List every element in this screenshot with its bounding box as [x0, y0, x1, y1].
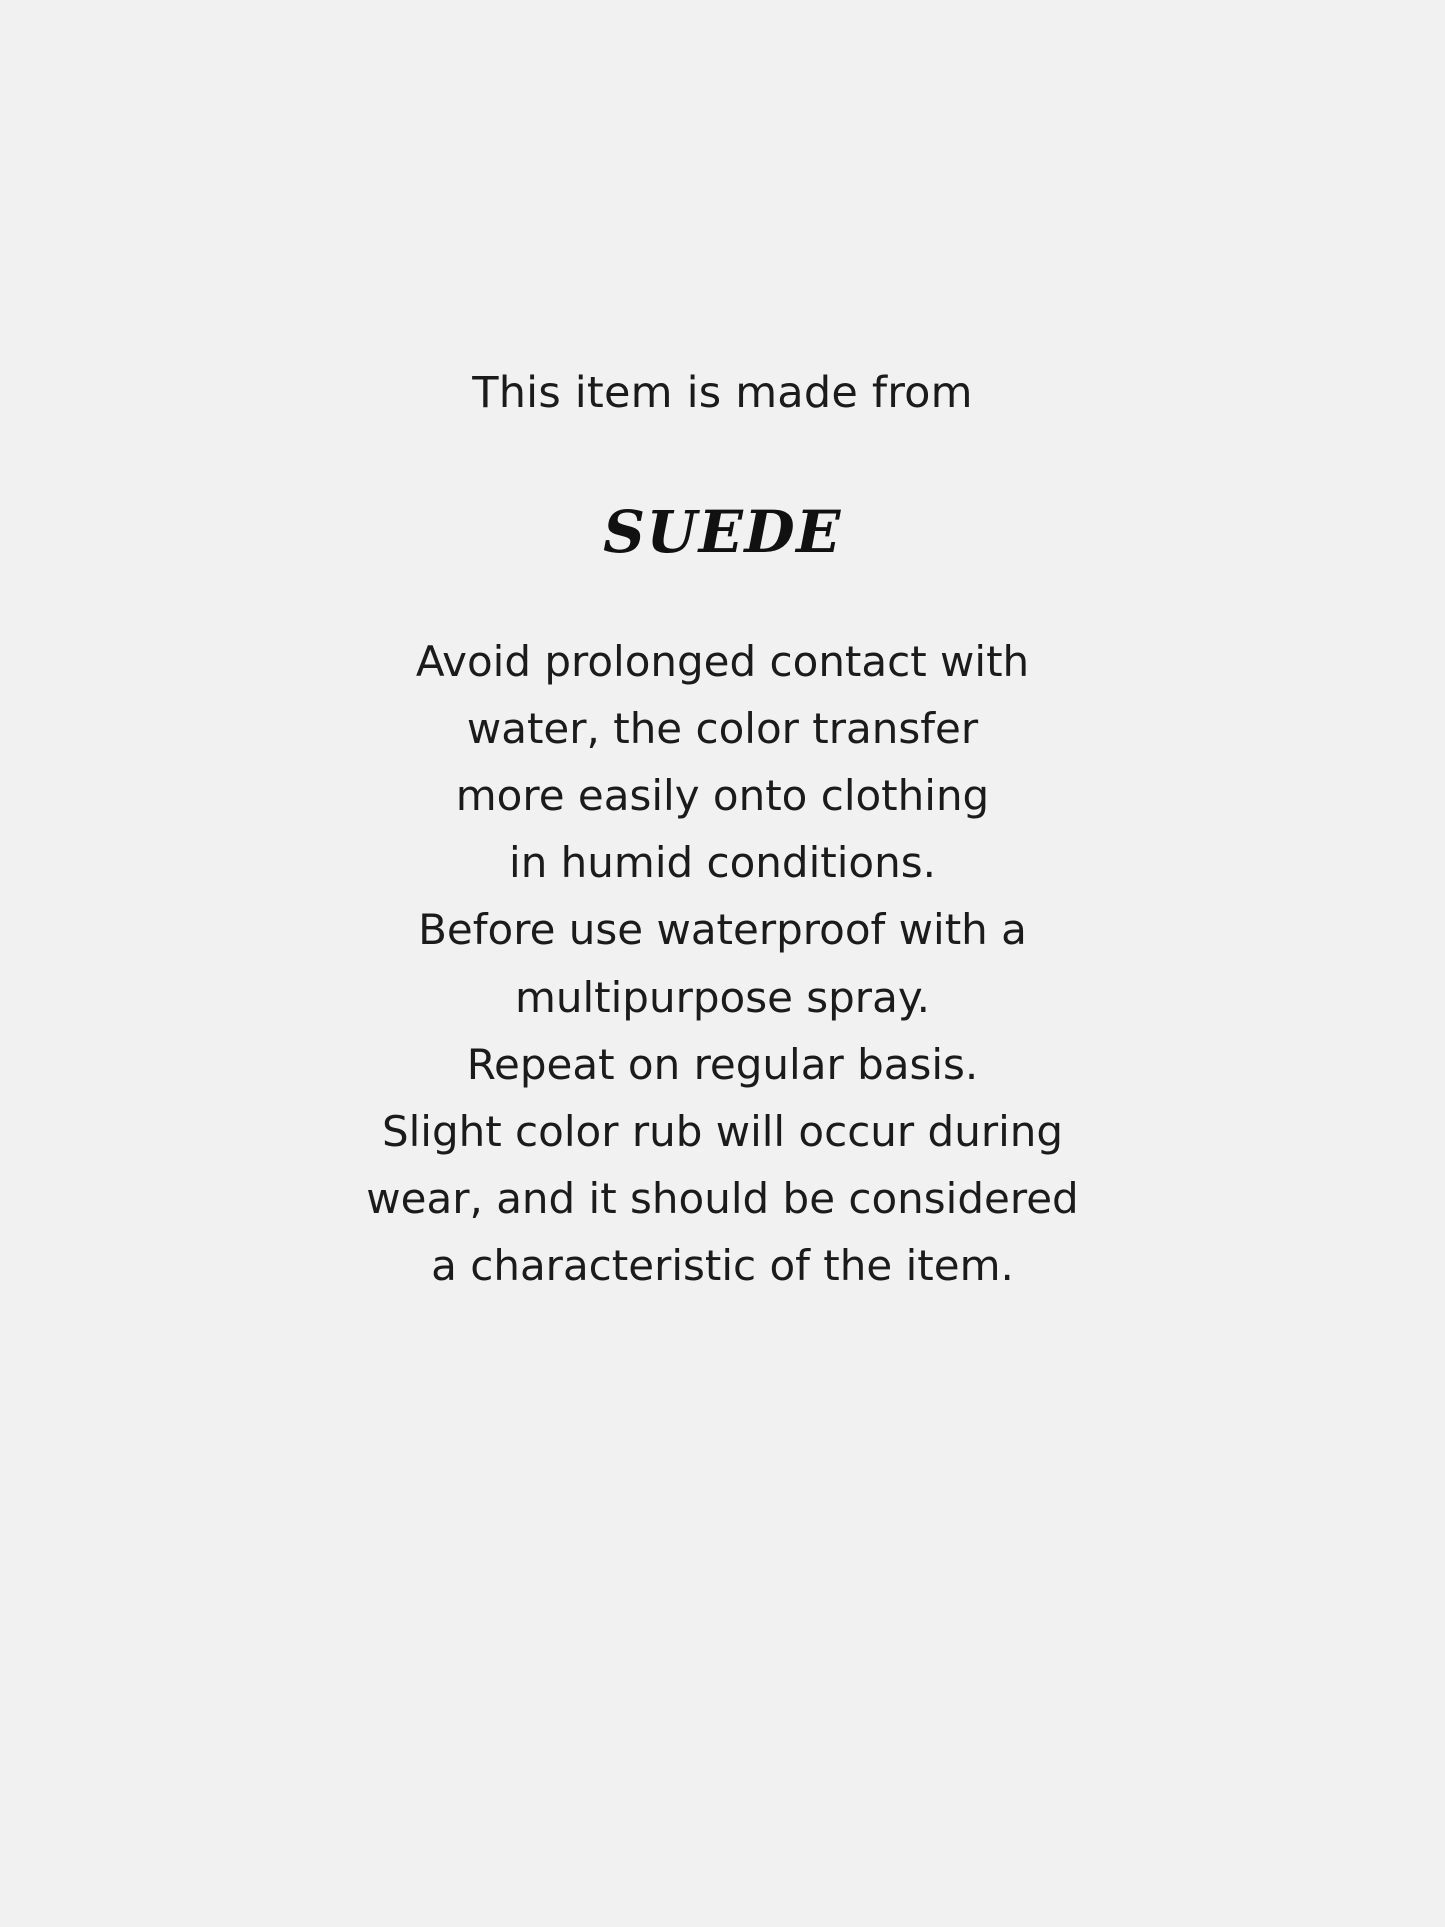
instruction-line: in humid conditions. — [509, 838, 936, 888]
material-name: SUEDE — [603, 497, 842, 566]
instruction-line: wear, and it should be considered — [366, 1174, 1079, 1224]
instruction-line: Before use waterproof with a — [418, 905, 1027, 955]
instruction-line: more easily onto clothing — [455, 770, 990, 820]
instruction-line: a characteristic of the item. — [431, 1241, 1014, 1291]
instruction-line: Slight color rub will occur during — [381, 1106, 1064, 1156]
instruction-line: multipurpose spray. — [514, 972, 931, 1022]
instruction-line: water, the color transfer — [466, 703, 979, 753]
instruction-line: Avoid prolonged contact with — [415, 636, 1030, 686]
intro-text: This item is made from — [472, 368, 973, 418]
care-instructions-text — [223, 566, 1223, 1300]
instruction-line: Repeat on regular basis. — [466, 1039, 979, 1089]
